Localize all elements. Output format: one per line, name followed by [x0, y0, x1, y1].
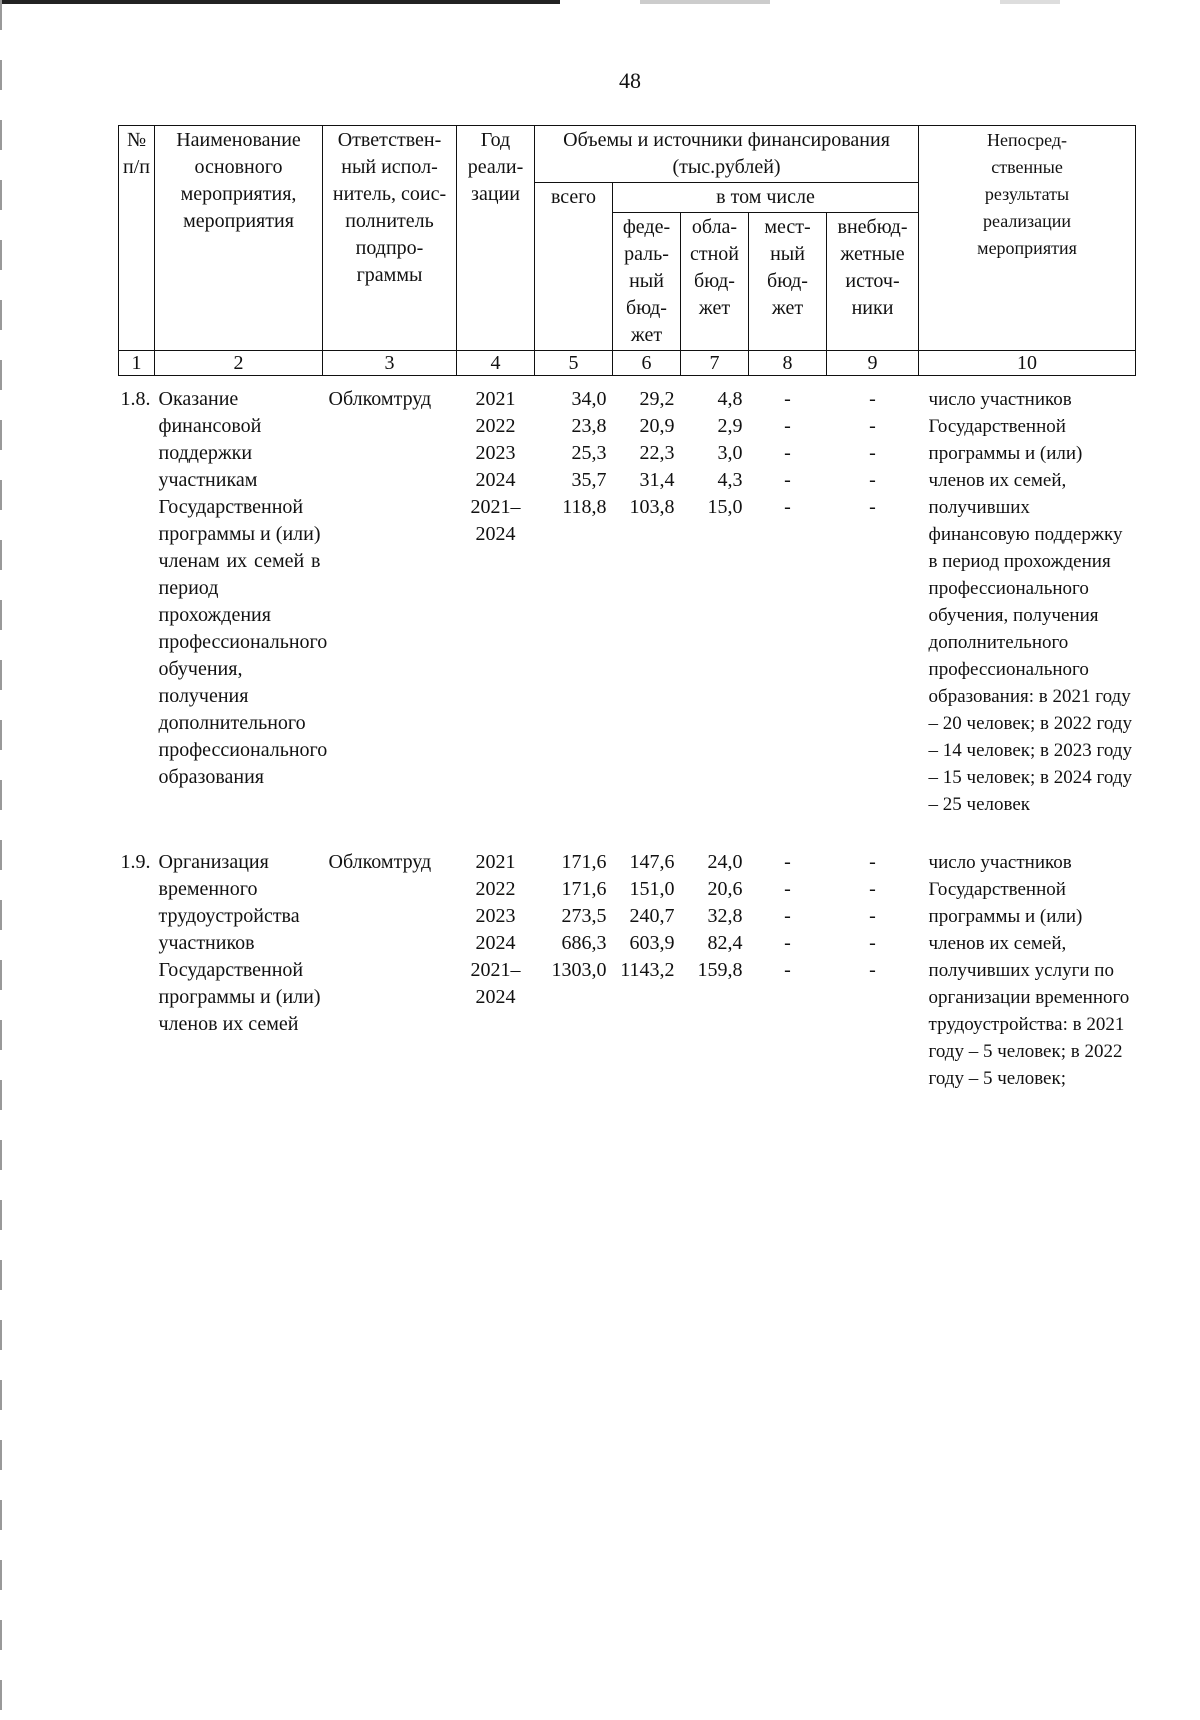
header-total: всего — [535, 183, 613, 351]
regional-values: 24,0 20,6 32,8 82,4 159,8 — [697, 851, 743, 981]
local-values: - - - - - — [784, 851, 791, 981]
column-number: 1 — [119, 351, 155, 376]
header-executor: Ответствен- ный испол- нитель, соис- полнитель подпро- граммы — [323, 126, 457, 351]
column-number: 10 — [919, 351, 1136, 376]
header-local: мест- ный бюд- жет — [749, 213, 827, 351]
federal-values: 29,2 20,9 22,3 31,4 103,8 — [629, 388, 675, 518]
scan-edge-top — [0, 0, 1200, 4]
column-number: 9 — [827, 351, 919, 376]
column-number: 5 — [535, 351, 613, 376]
years: 2021 2022 2023 2024 2021– 2024 — [470, 388, 521, 545]
header-name: Наименование основного мероприятия, мероприятия — [155, 126, 323, 351]
header-year: Год реали- зации — [457, 126, 535, 351]
header-regional: обла- стной бюд- жет — [681, 213, 749, 351]
row-number: 1.9. — [120, 851, 151, 873]
header-result: Непосред- ственные результаты реализации мероприятия — [919, 126, 1136, 351]
row-gap — [119, 819, 1136, 839]
header-including: в том числе — [613, 183, 919, 213]
result-text: число участников Государственной программы и (или) членов их семей, получивших услуги по организации временного трудоустройства: в 2021 году – 5 человек; в 2022 году – 5 человек; — [928, 852, 1130, 1089]
executor: Облкомтруд — [328, 388, 432, 410]
column-number: 3 — [323, 351, 457, 376]
regional-values: 4,8 2,9 3,0 4,3 15,0 — [707, 388, 743, 518]
scan-edge-left — [0, 0, 2, 1720]
row-number: 1.8. — [120, 388, 151, 410]
years: 2021 2022 2023 2024 2021– 2024 — [470, 851, 521, 1008]
page-number: 48 — [619, 68, 641, 93]
extra-values: - - - - - — [869, 388, 876, 518]
column-number: 7 — [681, 351, 749, 376]
event-name: Оказание финансовой поддержки участникам Государственной программы и (или) членам их семей в период прохождения профессионального обучения, получения дополнительного профессионального образования — [158, 388, 328, 788]
table-row — [119, 376, 1136, 820]
table-row — [119, 839, 1136, 1093]
result-text: число участников Государственной программы и (или) членов их семей, получивших финансовую поддержку в период прохождения профессионального обучения, получения дополнительного профессионального образования: в 2021 году – 20 человек; в 2022 году – 14 человек; в 2023 году – 15 человек; в 2024 году – 25 человек — [928, 389, 1132, 815]
column-number: 8 — [749, 351, 827, 376]
header-extra: внебюд- жетные источ- ники — [827, 213, 919, 351]
column-number: 2 — [155, 351, 323, 376]
total-values: 34,0 23,8 25,3 35,7 118,8 — [562, 388, 607, 518]
extra-values: - - - - - — [869, 851, 876, 981]
event-name: Организация временного трудоустройства участников Государственной программы и (или) членов их семей — [158, 851, 321, 1035]
total-values: 171,6 171,6 273,5 686,3 1303,0 — [551, 851, 607, 981]
federal-values: 147,6 151,0 240,7 603,9 1143,2 — [620, 851, 675, 981]
header-finance: Объемы и источники финансирования (тыс.рублей) — [535, 126, 919, 183]
financing-table — [118, 125, 1136, 1093]
header-federal: феде- раль- ный бюд- жет — [613, 213, 681, 351]
column-number: 6 — [613, 351, 681, 376]
executor: Облкомтруд — [328, 851, 432, 873]
header-no: № п/п — [119, 126, 155, 351]
local-values: - - - - - — [784, 388, 791, 518]
column-number: 4 — [457, 351, 535, 376]
